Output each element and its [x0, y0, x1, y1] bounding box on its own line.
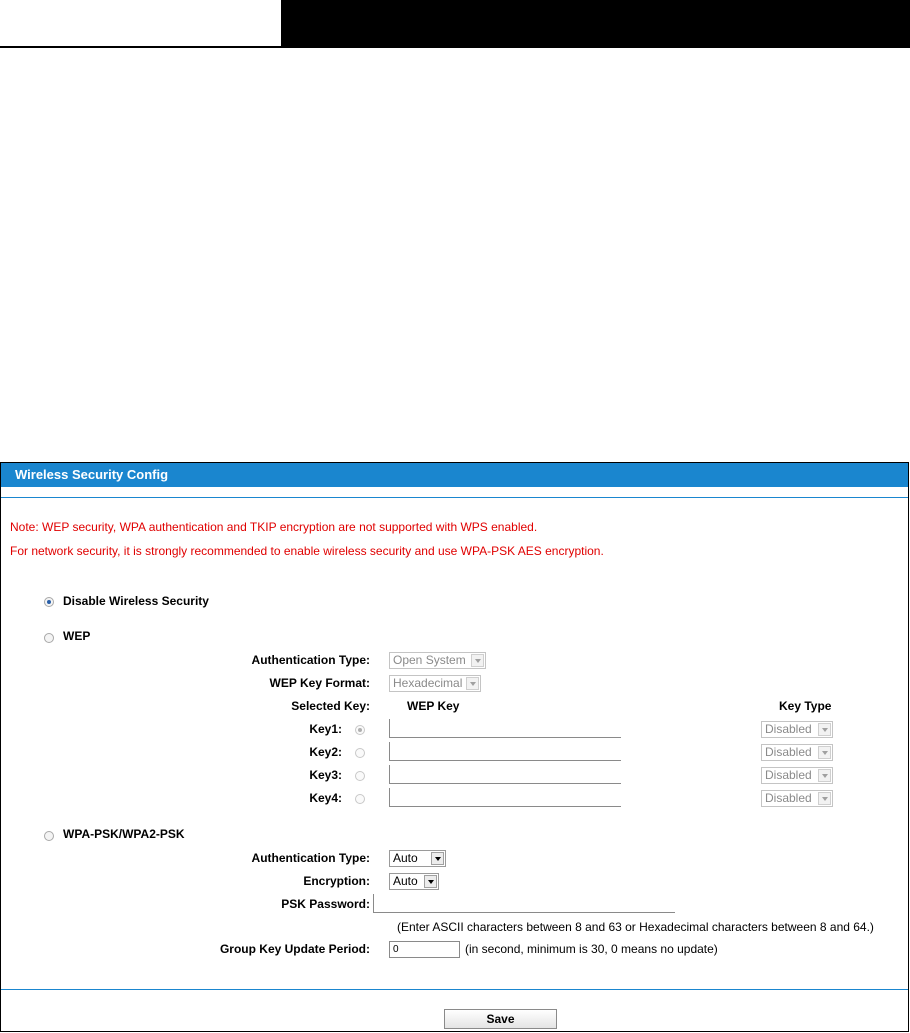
chevron-down-icon: [424, 875, 437, 888]
wpa-auth-type-select[interactable]: [389, 850, 446, 867]
wpa-psk-radio[interactable]: [44, 831, 54, 841]
key3-type-select[interactable]: [761, 767, 833, 784]
key-type-header: Key Type: [779, 699, 832, 713]
header-left-tab: [0, 0, 283, 48]
header-black-bar: [281, 0, 910, 48]
wep-key-format-label: WEP Key Format:: [269, 676, 370, 690]
wireless-security-panel: [0, 462, 909, 1032]
encryption-label: Encryption:: [303, 874, 370, 888]
wep-radio[interactable]: [44, 633, 54, 643]
wpa-auth-type-value: Auto: [393, 851, 418, 865]
footer-divider: [1, 989, 908, 990]
chevron-down-icon: [466, 677, 479, 690]
key1-radio[interactable]: [355, 725, 365, 735]
psk-password-input[interactable]: [373, 894, 675, 913]
group-key-label: Group Key Update Period:: [219, 942, 370, 956]
wpa-auth-type-label: Authentication Type:: [251, 851, 370, 865]
panel-title: Wireless Security Config: [1, 463, 908, 487]
chevron-down-icon: [431, 852, 444, 865]
key1-label: Key1:: [309, 722, 342, 736]
wpa-psk-label: WPA-PSK/WPA2-PSK: [63, 827, 185, 841]
group-key-input[interactable]: 0: [389, 941, 460, 958]
key4-type-value: Disabled: [765, 791, 812, 805]
wep-key-format-value: Hexadecimal: [393, 676, 463, 690]
key4-label: Key4:: [309, 791, 342, 805]
wep-key-header: WEP Key: [407, 699, 460, 713]
key3-type-value: Disabled: [765, 768, 812, 782]
psk-password-hint: (Enter ASCII characters between 8 and 63 or Hexadecimal characters between 8 and 64.): [397, 920, 874, 934]
wep-label: WEP: [63, 629, 91, 643]
disable-security-radio[interactable]: [44, 597, 54, 607]
key1-input[interactable]: [389, 719, 621, 738]
psk-password-label: PSK Password:: [281, 897, 370, 911]
note-wps: Note: WEP security, WPA authentication and TKIP encryption are not supported with WPS enabled.: [10, 520, 538, 534]
key2-radio[interactable]: [355, 748, 365, 758]
key2-type-value: Disabled: [765, 745, 812, 759]
wep-auth-type-label: Authentication Type:: [251, 653, 370, 667]
encryption-value: Auto: [393, 874, 418, 888]
wep-auth-type-select[interactable]: [389, 652, 486, 669]
disable-security-label: Disable Wireless Security: [63, 594, 209, 608]
key2-type-select[interactable]: [761, 744, 833, 761]
key1-type-select[interactable]: [761, 721, 833, 738]
key2-input[interactable]: [389, 742, 621, 761]
encryption-select[interactable]: [389, 873, 439, 890]
wep-auth-type-value: Open System: [393, 653, 466, 667]
key3-radio[interactable]: [355, 771, 365, 781]
key2-label: Key2:: [309, 745, 342, 759]
key4-radio[interactable]: [355, 794, 365, 804]
chevron-down-icon: [818, 723, 831, 736]
group-key-hint: (in second, minimum is 30, 0 means no update): [465, 942, 718, 956]
key4-type-select[interactable]: [761, 790, 833, 807]
save-button[interactable]: Save: [444, 1009, 557, 1029]
chevron-down-icon: [471, 654, 484, 667]
note-recommendation: For network security, it is strongly recommended to enable wireless security and use WPA-PSK AES encryption.: [10, 544, 604, 558]
title-divider: [1, 497, 908, 498]
key3-label: Key3:: [309, 768, 342, 782]
chevron-down-icon: [818, 792, 831, 805]
wep-key-format-select[interactable]: [389, 675, 481, 692]
key3-input[interactable]: [389, 765, 621, 784]
key4-input[interactable]: [389, 788, 621, 807]
chevron-down-icon: [818, 769, 831, 782]
selected-key-label: Selected Key:: [291, 699, 370, 713]
chevron-down-icon: [818, 746, 831, 759]
key1-type-value: Disabled: [765, 722, 812, 736]
